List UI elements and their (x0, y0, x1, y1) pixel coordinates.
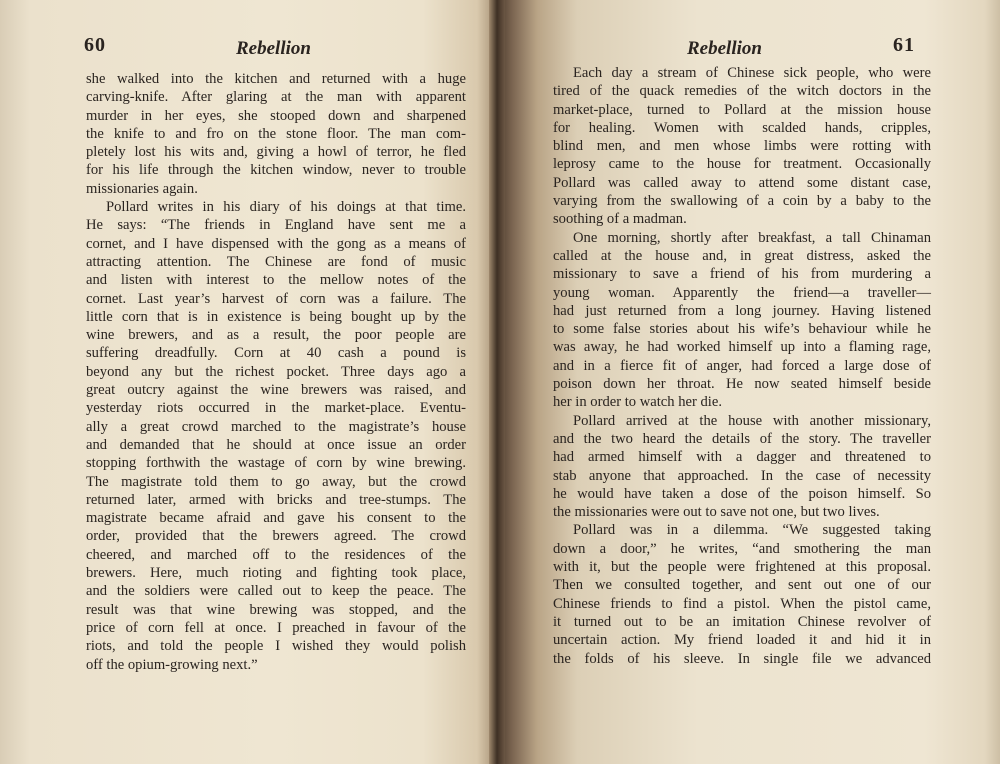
text-line: yesterday riots occurred in the market-place. Eventu- (86, 400, 466, 417)
left-page-body (86, 70, 466, 674)
text-line: and the soldiers were called out to keep the peace. The (86, 583, 466, 600)
text-line: blind men, and men whose limbs were rotting with (553, 138, 931, 155)
text-line: cornet. Last year’s harvest of corn was a failure. The (86, 290, 466, 307)
page-number-right: 61 (893, 34, 915, 56)
text-line: uncertain action. My friend loaded it and hid it in (553, 632, 931, 649)
text-line: the knife to and fro on the stone floor. The man com- (86, 125, 466, 142)
left-page (0, 0, 497, 764)
running-head-right: Rebellion (687, 38, 762, 59)
text-line: tired of the quack remedies of the witch doctors in the (553, 83, 931, 100)
text-line: he would have taken a dose of the poison himself. So (553, 485, 931, 502)
text-line: she walked into the kitchen and returned with a huge (86, 71, 466, 87)
text-line: pletely lost his wits and, giving a howl of terror, he fled (86, 144, 466, 161)
text-line: murder in her eyes, she stooped down and sharpened (86, 107, 466, 124)
text-line: order, provided that the brewers agreed. The crowd (86, 528, 466, 545)
text-line: called at the house and, in great distress, asked the (553, 247, 931, 264)
text-line: poison down her throat. He now seated himself beside (553, 376, 931, 393)
text-line: One morning, shortly after breakfast, a tall Chinaman (573, 229, 931, 246)
text-line: returned later, armed with bricks and tree-stumps. The (86, 491, 466, 508)
text-line: stopping forthwith the wastage of corn by wine brewing. (86, 455, 466, 472)
text-line: Then we consulted together, and sent out one of our (553, 577, 931, 594)
text-line: and demanded that he should at once issue an order (86, 436, 466, 453)
text-line: the missionaries were out to save not one, but two lives. (553, 504, 880, 521)
text-line: market-place, turned to Pollard at the mission house (553, 101, 931, 118)
text-line: for his life through the kitchen window, never to trouble (86, 162, 466, 179)
text-line: it turned out to be an imitation Chinese revolver of (553, 613, 931, 630)
text-line: suffering dreadfully. Corn at 40 cash a pound is (86, 345, 466, 362)
page-number-left: 60 (84, 34, 106, 56)
right-page (497, 0, 1000, 764)
text-line: and the two heard the details of the story. The traveller (553, 430, 931, 447)
text-line: cornet, and I have dispensed with the gong as a means of (86, 235, 466, 252)
text-line: attracting attention. The Chinese are fond of music (86, 253, 466, 270)
text-line: the folds of his sleeve. In single file we advanced (553, 650, 931, 667)
text-line: Pollard arrived at the house with another missionary, (573, 412, 931, 429)
text-line: great outcry against the wine brewers was raised, and (86, 382, 466, 399)
text-line: Pollard was in a dilemma. “We suggested taking (573, 522, 931, 539)
text-line: and in a fierce fit of anger, had forced a large dose of (553, 357, 931, 374)
text-line: for healing. Women with scalded hands, cripples, (553, 119, 931, 136)
text-line: to some false stories about his wife’s behaviour while he (553, 321, 931, 338)
text-line: result was that wine brewing was stopped, and the (86, 601, 466, 618)
text-line: missionaries again. (86, 180, 198, 197)
text-line: missionary to save a friend of his from murdering a (553, 266, 931, 283)
right-page-body (553, 64, 931, 668)
text-line: beyond any but the richest pocket. Three days ago a (86, 363, 466, 380)
text-line: her in order to watch her die. (553, 394, 722, 411)
text-line: magistrate became afraid and gave his consent to the (86, 510, 466, 527)
text-line: young woman. Apparently the friend—a traveller— (553, 284, 931, 301)
text-line: price of corn fell at once. I preached in favour of the (86, 619, 466, 636)
text-line: little corn that is in existence is being bought up by the (86, 308, 466, 325)
text-line: soothing of a madman. (553, 211, 687, 228)
text-line: Pollard was called away to attend some distant case, (553, 174, 931, 191)
text-line: was away, he had worked himself up into a flaming rage, (553, 339, 931, 356)
text-line: had just returned from a long journey. Having listened (553, 302, 931, 319)
text-line: leprosy came to the house for treatment. Occasionally (553, 156, 931, 173)
text-line: The magistrate told them to go away, but the crowd (86, 473, 466, 490)
text-line: ally a great crowd marched to the magistrate’s house (86, 418, 466, 435)
text-line: He says: “The friends in England have sent me a (86, 217, 466, 234)
text-line: and listen with interest to the mellow notes of the (86, 272, 466, 289)
text-line: cheered, and marched off to the residences of the (86, 546, 466, 563)
text-line: brewers. Here, much rioting and fighting took place, (86, 565, 466, 582)
text-line: Pollard writes in his diary of his doings at that time. (106, 199, 466, 216)
text-line: wine brewers, and as a result, the poor people are (86, 327, 466, 344)
text-line: carving-knife. After glaring at the man with apparent (86, 89, 466, 106)
text-line: stab anyone that approached. In the case of necessity (553, 467, 931, 484)
text-line: with it, but the people were frightened at this proposal. (553, 559, 931, 576)
text-line: riots, and told the people I wished they would polish (86, 638, 466, 655)
text-line: Each day a stream of Chinese sick people, who were (573, 65, 931, 81)
text-line: down a door,” he writes, “and smothering the man (553, 540, 931, 557)
text-line: had armed himself with a dagger and threatened to (553, 449, 931, 466)
text-line: off the opium-growing next.” (86, 656, 258, 673)
running-head-left: Rebellion (236, 38, 311, 59)
text-line: varying from the swallowing of a coin by a baby to the (553, 193, 931, 210)
book-gutter (489, 0, 505, 764)
text-line: Chinese friends to find a pistol. When the pistol came, (553, 595, 931, 612)
